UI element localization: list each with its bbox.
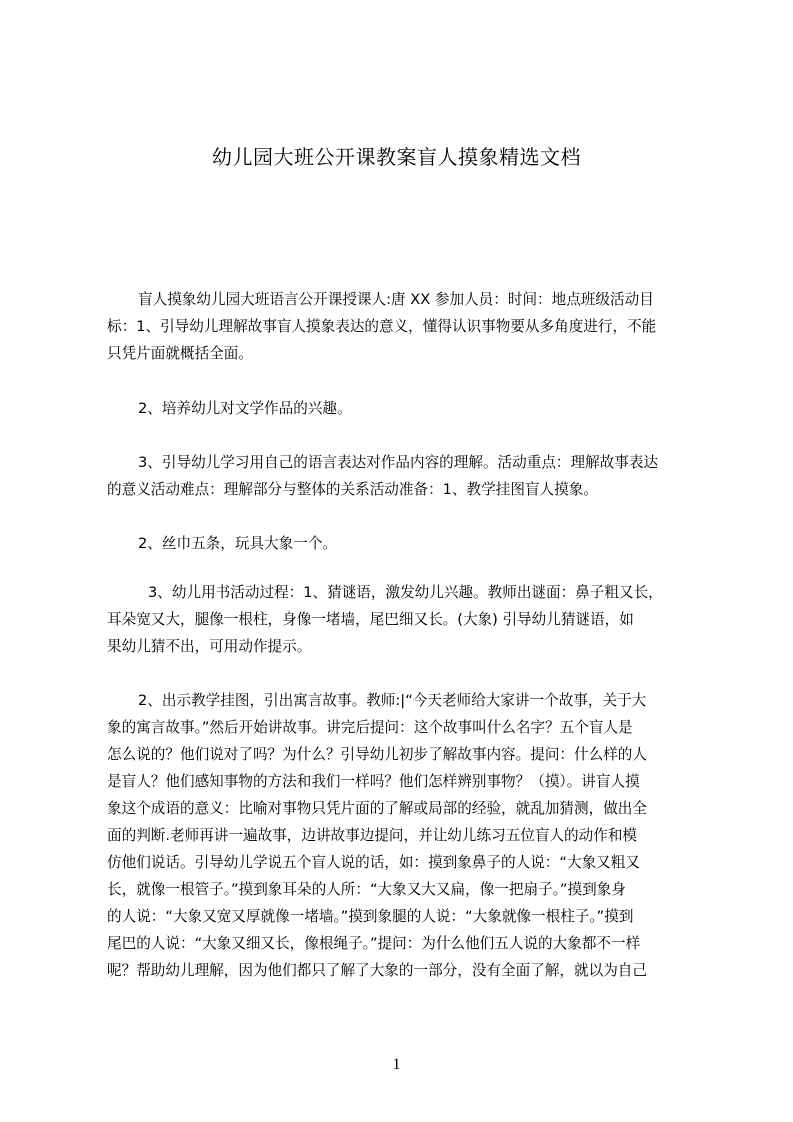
- paragraph-3-line-1: 3、引导幼儿学习用自己的语言表达对作品内容的理解。活动重点：理解故事表达: [138, 454, 659, 471]
- paragraph-6-line-2: 象的寓言故事。”然后开始讲故事。讲完后提问：这个故事叫什么名字？五个盲人是: [107, 719, 633, 736]
- document-title: 幼儿园大班公开课教案盲人摸象精选文档: [212, 145, 581, 169]
- paragraph-5-line-1: 3、幼儿用书活动过程：1、猜谜语，激发幼儿兴趣。教师出谜面：鼻子粗又长，: [148, 584, 663, 601]
- paragraph-1-line-3: 只凭片面就概括全面。: [107, 345, 253, 362]
- paragraph-6-line-1: 2、出示教学挂图，引出寓言故事。教师:|“今天老师给大家讲一个故事，关于大: [138, 692, 647, 709]
- paragraph-1-line-2: 标：1、引导幼儿理解故事盲人摸象表达的意义，懂得认识事物要从多角度进行，不能: [107, 318, 657, 335]
- paragraph-6-line-6: 面的判断.老师再讲一遍故事，边讲故事边提问，并让幼儿练习五位盲人的动作和模: [107, 827, 638, 844]
- paragraph-6-line-3: 怎么说的？他们说对了吗？为什么？引导幼儿初步了解故事内容。提问：什么样的人: [107, 746, 647, 763]
- paragraph-1-line-1: 盲人摸象幼儿园大班语言公开课授课人:唐 XX 参加人员：时间：地点班级活动目: [138, 291, 654, 308]
- paragraph-4-line-1: 2、丝巾五条，玩具大象一个。: [138, 535, 338, 552]
- paragraph-3-line-2: 的意义活动难点：理解部分与整体的关系活动准备：1、教学挂图盲人摸象。: [107, 481, 598, 498]
- paragraph-6-line-11: 呢？帮助幼儿理解，因为他们都只了解了大象的一部分，没有全面了解，就以为自己: [107, 962, 647, 979]
- paragraph-6-line-9: 的人说：“大象又宽又厚就像一堵墙。”摸到象腿的人说：“大象就像一根柱子。”摸到: [107, 908, 634, 925]
- paragraph-6-line-7: 仿他们说话。引导幼儿学说五个盲人说的话，如：摸到象鼻子的人说：“大象又粗又: [107, 854, 640, 871]
- page-number: 1: [392, 1056, 401, 1073]
- paragraph-6-line-5: 象这个成语的意义：比喻对事物只凭片面的了解或局部的经验，就乱加猜测，做出全: [107, 800, 647, 817]
- paragraph-6-line-10: 尾巴的人说：“大象又细又长，像根绳子。”提问：为什么他们五人说的大象都不一样: [107, 935, 641, 952]
- paragraph-6-line-4: 是盲人？他们感知事物的方法和我们一样吗？他们怎样辨别事物？（摸）。讲盲人摸: [107, 773, 640, 790]
- paragraph-5-line-3: 果幼儿猜不出，可用动作提示。: [107, 638, 312, 655]
- paragraph-5-line-2: 耳朵宽又大，腿像一根柱，身像一堵墙，尾巴细又长。(大象) 引导幼儿猜谜语，如: [107, 611, 634, 628]
- paragraph-6-line-8: 长，就像一根管子。”摸到象耳朵的人所：“大象又大又扁，像一把扇子。”摸到象身: [107, 881, 626, 898]
- paragraph-2-line-1: 2、培养幼儿对文学作品的兴趣。: [138, 400, 352, 417]
